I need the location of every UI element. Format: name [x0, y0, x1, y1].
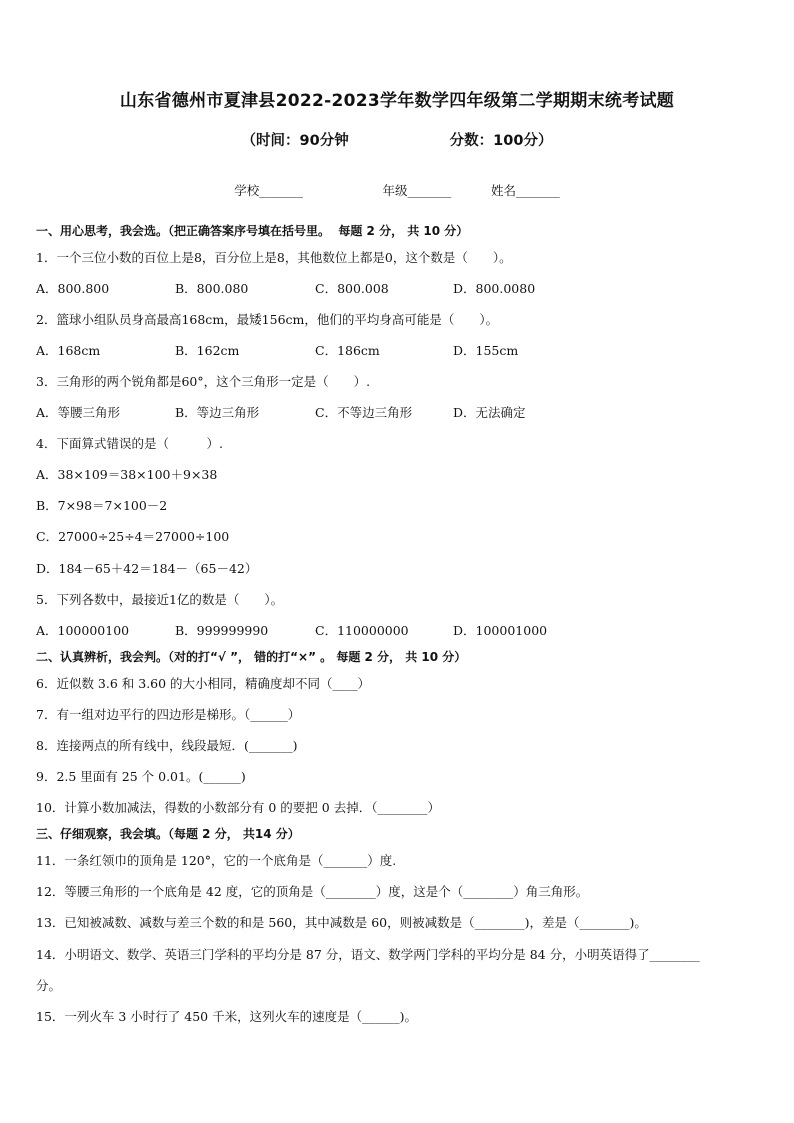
option-b: B．999999990: [175, 623, 269, 638]
option-c: C．186cm: [315, 343, 380, 358]
question-10: 10．计算小数加减法，得数的小数部分有 0 的要把 0 去掉．（________）: [36, 800, 440, 815]
question-4-option-b: B．7×98＝7×100－2: [36, 498, 168, 513]
question-11: 11．一条红领巾的顶角是 120°，它的一个底角是（_______）度.: [36, 853, 397, 868]
question-15: 15．一列火车 3 小时行了 450 千米，这列火车的速度是（______)。: [36, 1009, 417, 1024]
option-a: A．800.800: [36, 281, 110, 296]
question-9: 9．2.5 里面有 25 个 0.01。(______): [36, 769, 246, 784]
option-d: D．800.0080: [453, 281, 536, 296]
question-4-option-a: A．38×109＝38×100＋9×38: [36, 467, 218, 482]
option-b: B．162cm: [175, 343, 240, 358]
section-1-heading: 一、用心思考，我会选。（把正确答案序号填在括号里。 每题 2 分， 共 10 分）: [36, 224, 469, 238]
question-7: 7．有一组对边平行的四边形是梯形。（______）: [36, 707, 301, 722]
question-6: 6．近似数 3.6 和 3.60 的大小相同，精确度却不同（____）: [36, 676, 371, 691]
question-14: 14．小明语文、数学、英语三门学科的平均分是 87 分，语文、数学两门学科的平均分是 84 分，小明英语得了________: [36, 947, 700, 962]
question-2-stem: 2．篮球小组队员身高最高168cm，最矮156cm，他们的平均身高可能是（ ）。: [36, 312, 499, 327]
section-2-heading: 二、认真辨析，我会判。（对的打“√ ”， 错的打“×” 。 每题 2 分， 共 10 分）: [36, 650, 467, 664]
option-a: A．等腰三角形: [36, 405, 121, 420]
question-8: 8．连接两点的所有线中，线段最短．(_______): [36, 738, 298, 753]
option-c: C．不等边三角形: [315, 405, 413, 420]
option-d: D．155cm: [453, 343, 519, 358]
option-d: D．100001000: [453, 623, 548, 638]
option-a: A．168cm: [36, 343, 101, 358]
question-13: 13．已知被减数、减数与差三个数的和是 560，其中减数是 60，则被减数是（________)，差是（________)。: [36, 915, 647, 930]
section-3-heading: 三、仔细观察，我会填。（每题 2 分， 共14 分）: [36, 827, 300, 841]
question-1-stem: 1．一个三位小数的百位上是8，百分位上是8，其他数位上都是0，这个数是（ ）。: [36, 250, 512, 265]
question-12: 12．等腰三角形的一个底角是 42 度，它的顶角是（________）度，这是个（________）角三角形。: [36, 884, 589, 899]
question-4-option-c: C．27000÷25÷4＝27000÷100: [36, 529, 230, 544]
option-b: B．800.080: [175, 281, 249, 296]
option-b: B．等边三角形: [175, 405, 260, 420]
exam-title: 山东省德州市夏津县2022-2023学年数学四年级第二学期期末统考试题: [119, 91, 675, 111]
question-14-continued: 分。: [36, 978, 62, 993]
question-5-stem: 5．下列各数中，最接近1亿的数是（ ）。: [36, 592, 284, 607]
question-4-option-d: D．184－65＋42＝184－（65－42）: [36, 561, 258, 576]
student-info-line: 学校_______ 年级_______ 姓名_______: [234, 183, 560, 198]
question-4-stem: 4．下面算式错误的是（ ）.: [36, 436, 223, 451]
question-3-stem: 3．三角形的两个锐角都是60°，这个三角形一定是（ ）.: [36, 374, 371, 389]
option-c: C．110000000: [315, 623, 409, 638]
exam-subtitle: （时间：90分钟 分数：100分）: [241, 133, 553, 149]
option-c: C．800.008: [315, 281, 389, 296]
option-d: D．无法确定: [453, 405, 526, 420]
option-a: A．100000100: [36, 623, 130, 638]
